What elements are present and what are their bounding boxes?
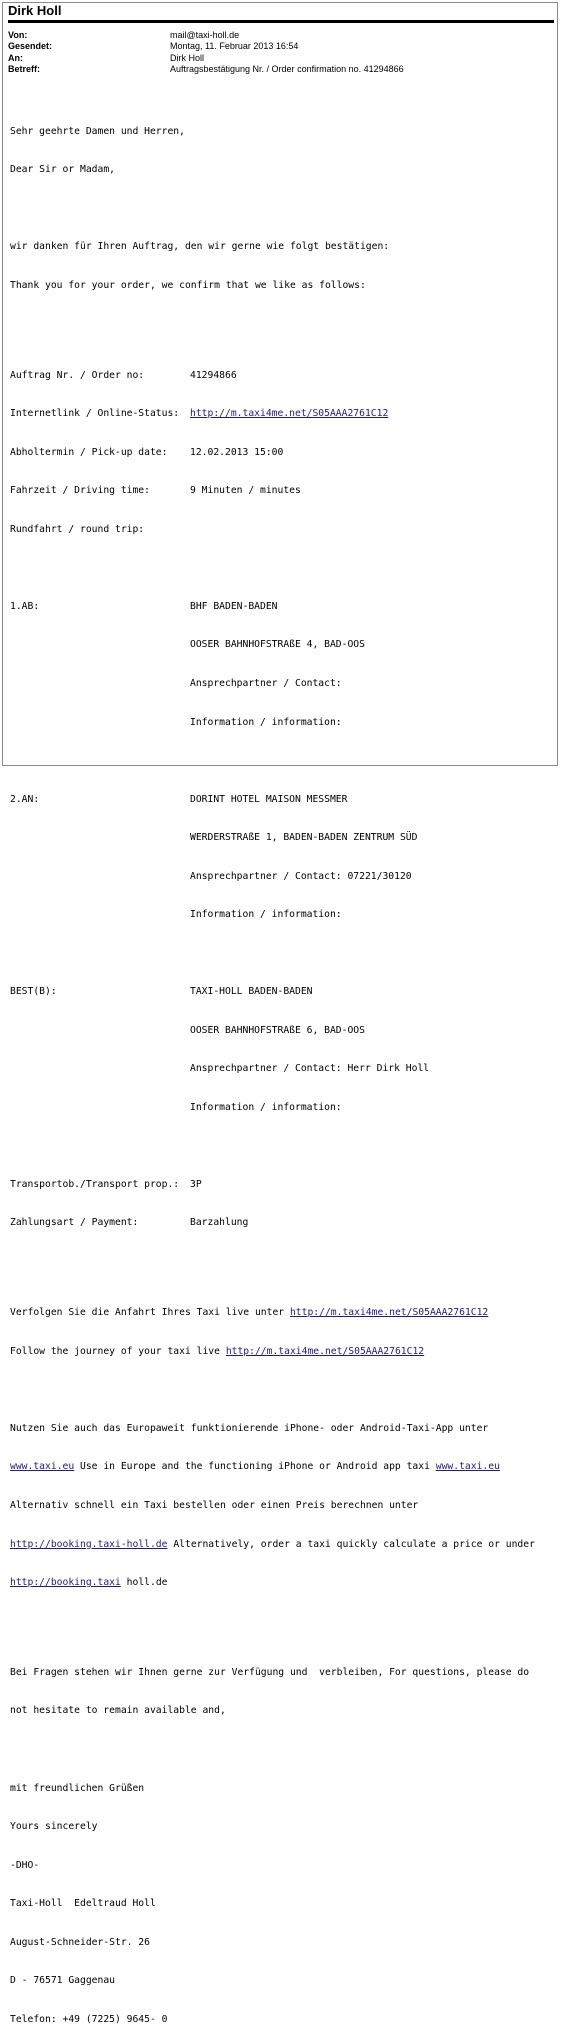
drive-time-row xyxy=(10,485,558,498)
stop-row xyxy=(10,639,558,652)
to-value: Dirk Holl xyxy=(170,52,205,63)
closing-line: mit freundlichen Grüßen xyxy=(10,1782,145,1794)
stop-row xyxy=(10,601,558,614)
follow-line-en xyxy=(10,1346,558,1359)
follow-text: Follow the journey of your taxi live xyxy=(10,1345,226,1357)
subject-row xyxy=(8,64,404,75)
booking-link[interactable]: http://booking.taxi-holl.de xyxy=(10,1538,168,1550)
stop-line: Ansprechpartner / Contact: 07221/30120 xyxy=(190,870,412,882)
online-status-label: Internetlink / Online-Status: xyxy=(10,408,180,420)
greeting-line: Sehr geehrte Damen und Herren, xyxy=(10,125,185,137)
follow-line-de xyxy=(10,1307,558,1320)
closing-line: Telefon: +49 (7225) 9645- 0 xyxy=(10,2013,168,2025)
app-line: Nutzen Sie auch das Europaweit funktionierende iPhone- oder Android-Taxi-App unter xyxy=(10,1422,489,1434)
round-trip-row xyxy=(10,524,558,537)
app-line: Alternativ schnell ein Taxi bestellen oder einen Preis berechnen unter xyxy=(10,1499,419,1511)
order-number-row xyxy=(10,370,558,383)
header-divider xyxy=(8,20,554,23)
stop-row xyxy=(10,794,558,807)
sent-label: Gesendet: xyxy=(8,41,53,52)
stop-line: Information / information: xyxy=(190,1101,342,1113)
stop-line: TAXI-HOLL BADEN-BADEN xyxy=(190,986,313,998)
to-row xyxy=(8,53,404,64)
stop-line: OOSER BAHNHOFSTRAßE 6, BAD-OOS xyxy=(190,1024,365,1036)
stop-label: 1.AB: xyxy=(10,600,40,612)
stop-label: 2.AN: xyxy=(10,793,40,805)
stop-line: Information / information: xyxy=(190,909,342,921)
app-line xyxy=(10,1461,558,1474)
closing-line: Yours sincerely xyxy=(10,1821,98,1833)
pickup-value: 12.02.2013 15:00 xyxy=(190,446,284,458)
follow-link[interactable]: http://m.taxi4me.net/S05AAA2761C12 xyxy=(225,1345,425,1357)
stop-line: DORINT HOTEL MAISON MESSMER xyxy=(190,793,348,805)
subject-value: Auftragsbestätigung Nr. / Order confirmation no. 41294866 xyxy=(170,63,404,74)
app-line xyxy=(10,1577,558,1590)
order-number-label: Auftrag Nr. / Order no: xyxy=(10,369,145,381)
sent-value: Montag, 11. Februar 2013 16:54 xyxy=(170,41,299,52)
stop-line: OOSER BAHNHOFSTRAßE 4, BAD-OOS xyxy=(190,639,365,651)
app-text: holl.de xyxy=(120,1577,168,1589)
taxi-eu-link[interactable]: www.taxi.eu xyxy=(435,1461,500,1473)
taxi-eu-link[interactable]: www.taxi.eu xyxy=(10,1461,75,1473)
transport-label: Transportob./Transport prop.: xyxy=(10,1178,180,1190)
email-body xyxy=(10,100,558,2039)
stop-row xyxy=(10,986,558,999)
to-label: An: xyxy=(8,52,23,63)
app-text: Use in Europe and the functioning iPhone or Android app taxi xyxy=(74,1461,436,1473)
greeting-line: Dear Sir or Madam, xyxy=(10,164,115,176)
stop-row xyxy=(10,1063,558,1076)
stop-row xyxy=(10,832,558,845)
online-status-link[interactable]: http://m.taxi4me.net/S05AAA2761C12 xyxy=(190,408,389,420)
stop-row xyxy=(10,909,558,922)
payment-label: Zahlungsart / Payment: xyxy=(10,1217,139,1229)
stop-row xyxy=(10,717,558,730)
follow-text: Verfolgen Sie die Anfahrt Ihres Taxi live unter xyxy=(10,1307,290,1319)
questions-line: Bei Fragen stehen wir Ihnen gerne zur Verfügung und verbleiben, For questions, please do xyxy=(10,1666,530,1678)
closing-line: D - 76571 Gaggenau xyxy=(10,1975,115,1987)
closing-line: August-Schneider-Str. 26 xyxy=(10,1936,150,1948)
from-label: Von: xyxy=(8,30,28,40)
drive-time-label: Fahrzeit / Driving time: xyxy=(10,485,150,497)
transport-value: 3P xyxy=(190,1178,202,1190)
payment-value: Barzahlung xyxy=(190,1217,249,1229)
stop-line: Ansprechpartner / Contact: xyxy=(190,677,342,689)
pickup-label: Abholtermin / Pick-up date: xyxy=(10,446,168,458)
booking-link[interactable]: http://booking.taxi xyxy=(10,1577,121,1589)
sent-row xyxy=(8,41,404,52)
stop-line: BHF BADEN-BADEN xyxy=(190,600,278,612)
stop-label: BEST(B): xyxy=(10,986,57,998)
closing-line: -DHO- xyxy=(10,1859,40,1871)
round-trip-label: Rundfahrt / round trip: xyxy=(10,523,145,535)
stop-row xyxy=(10,1025,558,1038)
online-status-row xyxy=(10,408,558,421)
stop-row xyxy=(10,678,558,691)
app-text: Alternatively, order a taxi quickly calculate a price or under xyxy=(167,1538,535,1550)
payment-row xyxy=(10,1217,558,1230)
questions-line: not hesitate to remain available and, xyxy=(10,1705,226,1717)
stop-line: Information / information: xyxy=(190,716,342,728)
subject-label: Betreff: xyxy=(8,63,41,74)
transport-row xyxy=(10,1179,558,1192)
stop-row xyxy=(10,871,558,884)
stop-row xyxy=(10,1102,558,1115)
intro-line: wir danken für Ihren Auftrag, den wir gerne wie folgt bestätigen: xyxy=(10,241,390,253)
from-value: mail@taxi-holl.de xyxy=(170,30,240,40)
intro-line: Thank you for your order, we confirm that we like as follows: xyxy=(10,279,366,291)
follow-link[interactable]: http://m.taxi4me.net/S05AAA2761C12 xyxy=(289,1307,489,1319)
drive-time-value: 9 Minuten / minutes xyxy=(190,485,301,497)
stop-line: WERDERSTRAßE 1, BADEN-BADEN ZENTRUM SÜD xyxy=(190,832,418,844)
closing-line: Taxi-Holl Edeltraud Holl xyxy=(10,1898,156,1910)
email-header xyxy=(8,30,404,75)
sender-name: Dirk Holl xyxy=(8,3,62,18)
stop-line: Ansprechpartner / Contact: Herr Dirk Holl xyxy=(190,1063,430,1075)
app-line xyxy=(10,1539,558,1552)
pickup-row xyxy=(10,447,558,460)
from-row xyxy=(8,30,404,41)
order-number-value: 41294866 xyxy=(190,369,237,381)
